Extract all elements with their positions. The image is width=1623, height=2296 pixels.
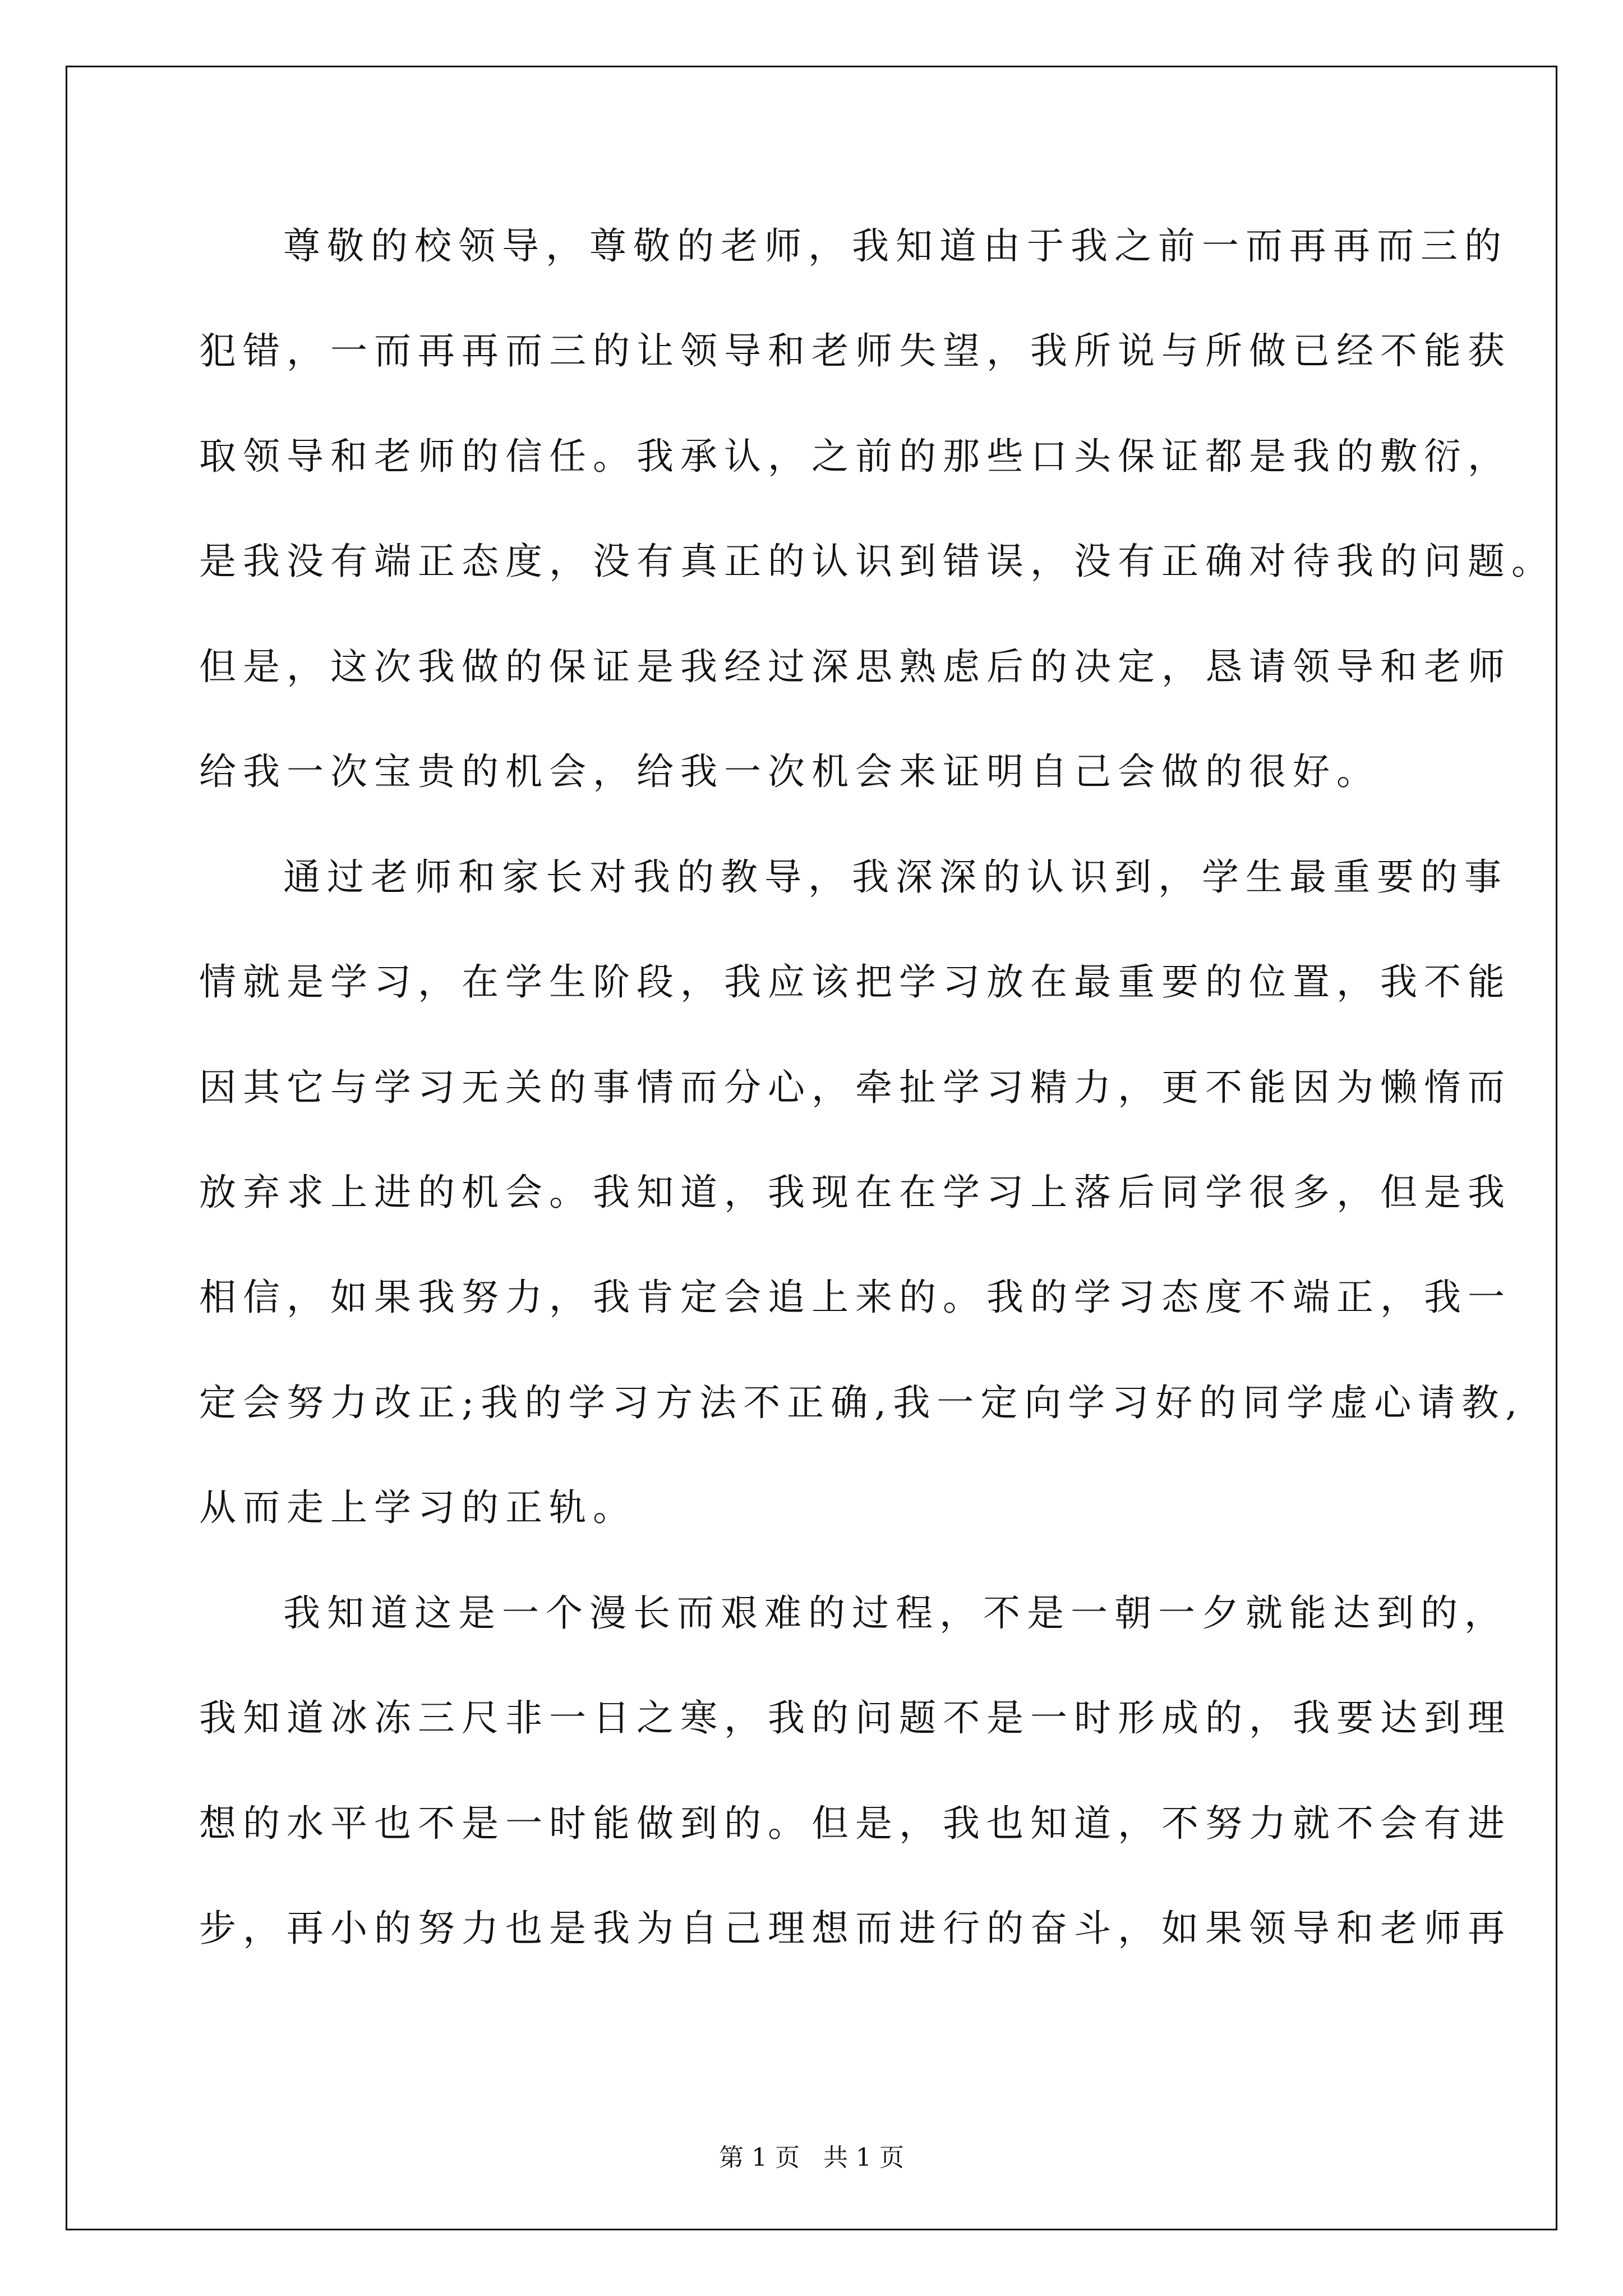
text-line: 步，再小的努力也是我为自己理想而进行的奋斗，如果领导和老师再 xyxy=(199,1907,1511,1950)
page-footer: 第 1 页 共 1 页 xyxy=(719,2143,904,2172)
text-line: 是我没有端正态度，没有真正的认识到错误，没有正确对待我的问题。 xyxy=(199,540,1555,583)
text-line: 因其它与学习无关的事情而分心，牵扯学习精力，更不能因为懒惰而 xyxy=(199,1066,1511,1109)
text-line: 相信，如果我努力，我肯定会追上来的。我的学习态度不端正，我一 xyxy=(199,1276,1511,1319)
text-line: 我知道冰冻三尺非一日之寒，我的问题不是一时形成的，我要达到理 xyxy=(199,1696,1511,1740)
text-line: 取领导和老师的信任。我承认，之前的那些口头保证都是我的敷衍， xyxy=(199,435,1511,478)
text-line: 通过老师和家长对我的教导，我深深的认识到，学生最重要的事 xyxy=(283,855,1508,899)
text-line: 定会努力改正;我的学习方法不正确,我一定向学习好的同学虚心请教, xyxy=(199,1381,1524,1424)
text-line: 放弃求上进的机会。我知道，我现在在学习上落后同学很多，但是我 xyxy=(199,1171,1511,1214)
text-line: 想的水平也不是一时能做到的。但是，我也知道，不努力就不会有进 xyxy=(199,1802,1511,1845)
text-line: 情就是学习，在学生阶段，我应该把学习放在最重要的位置，我不能 xyxy=(199,960,1511,1004)
text-line: 但是，这次我做的保证是我经过深思熟虑后的决定，恳请领导和老师 xyxy=(199,645,1511,688)
text-line: 给我一次宝贵的机会，给我一次机会来证明自己会做的很好。 xyxy=(199,750,1380,793)
text-line: 我知道这是一个漫长而艰难的过程，不是一朝一夕就能达到的， xyxy=(283,1591,1508,1635)
text-line: 尊敬的校领导，尊敬的老师，我知道由于我之前一而再再而三的 xyxy=(283,224,1508,268)
page-border xyxy=(66,66,1557,2230)
text-line: 从而走上学习的正轨。 xyxy=(199,1486,637,1529)
text-line: 犯错，一而再再而三的让领导和老师失望，我所说与所做已经不能获 xyxy=(199,329,1511,372)
